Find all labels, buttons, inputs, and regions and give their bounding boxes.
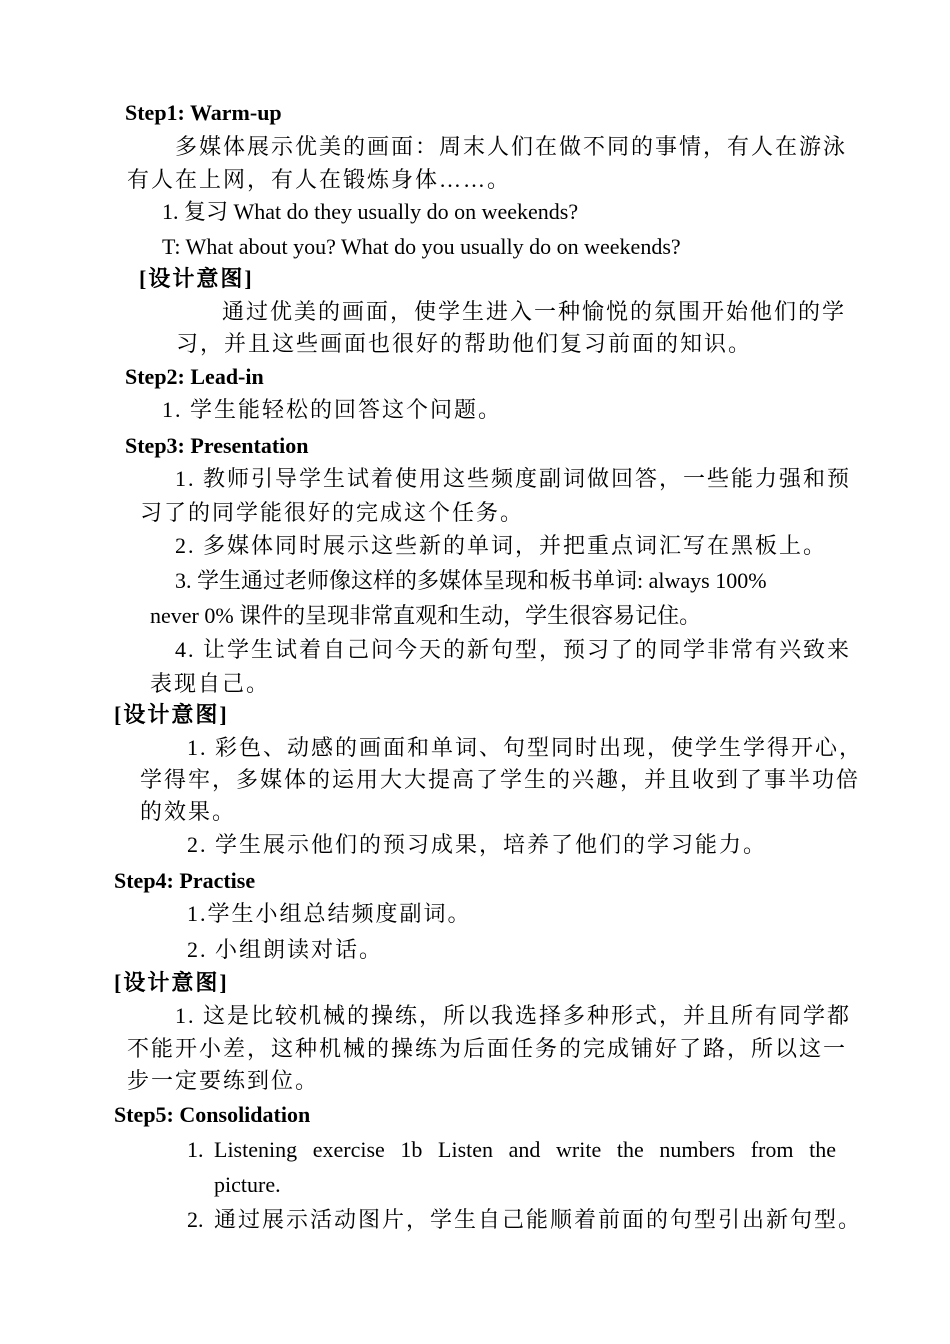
step5-item2: 通过展示活动图片，学生自己能顺着前面的句型引出新句型。 bbox=[214, 1207, 863, 1232]
step3-item4-line1: 4. 让学生试着自己问今天的新句型，预习了的同学非常有兴致来 bbox=[175, 637, 852, 662]
step3-design2: 2. 学生展示他们的预习成果，培养了他们的学习能力。 bbox=[187, 832, 768, 857]
step1-item2: T: What about you? What do you usually do on weekends? bbox=[162, 234, 681, 259]
step1-item1: 1. 复习 What do they usually do on weekends? bbox=[162, 199, 579, 224]
step5-heading: Step5: Consolidation bbox=[114, 1102, 311, 1127]
step3-heading: Step3: Presentation bbox=[125, 433, 309, 458]
step1-design-line2: 习，并且这些画面也很好的帮助他们复习前面的知识。 bbox=[176, 331, 753, 356]
step4-design-line2: 不能开小差，这种机械的操练为后面任务的完成铺好了路，所以这一 bbox=[127, 1036, 848, 1061]
step3-design-label: [设计意图] bbox=[114, 702, 229, 727]
step1-paragraph-line2: 有人在上网，有人在锻炼身体……。 bbox=[127, 167, 512, 192]
step5-item1-line1: Listening exercise 1b Listen and write the numbers from the bbox=[214, 1137, 836, 1162]
step5-item1-line2: picture. bbox=[214, 1172, 281, 1197]
step1-paragraph-line1: 多媒体展示优美的画面：周末人们在做不同的事情，有人在游泳 bbox=[175, 134, 848, 159]
step4-item1: 1.学生小组总结频度副词。 bbox=[187, 901, 472, 926]
step3-item3-line1: 3. 学生通过老师像这样的多媒体呈现和板书单词: always 100% bbox=[175, 568, 767, 593]
step5-item1-number: 1. bbox=[187, 1137, 204, 1162]
step4-design-label: [设计意图] bbox=[114, 970, 229, 995]
step3-item1-line2: 习了的同学能很好的完成这个任务。 bbox=[140, 500, 525, 525]
step2-item1: 1. 学生能轻松的回答这个问题。 bbox=[162, 397, 503, 422]
step1-design-label: [设计意图] bbox=[139, 266, 254, 291]
step3-item2: 2. 多媒体同时展示这些新的单词，并把重点词汇写在黑板上。 bbox=[175, 533, 828, 558]
step4-item2: 2. 小组朗读对话。 bbox=[187, 937, 384, 962]
step4-design-line1: 1. 这是比较机械的操练，所以我选择多种形式，并且所有同学都 bbox=[175, 1003, 852, 1028]
step4-design-line3: 步一定要练到位。 bbox=[127, 1068, 320, 1093]
step1-heading: Step1: Warm-up bbox=[125, 100, 282, 125]
step3-design1-line1: 1. 彩色、动感的画面和单词、句型同时出现，使学生学得开心， bbox=[187, 735, 864, 760]
step3-item1-line1: 1. 教师引导学生试着使用这些频度副词做回答，一些能力强和预 bbox=[175, 466, 852, 491]
step3-item4-line2: 表现自己。 bbox=[150, 671, 271, 696]
step2-heading: Step2: Lead-in bbox=[125, 364, 264, 389]
step3-design1-line2: 学得牢，多媒体的运用大大提高了学生的兴趣，并且收到了事半功倍 bbox=[140, 767, 861, 792]
step4-heading: Step4: Practise bbox=[114, 868, 256, 893]
step3-item3-line2: never 0% 课件的呈现非常直观和生动，学生很容易记住。 bbox=[150, 603, 702, 628]
step3-design1-line3: 的效果。 bbox=[140, 799, 237, 824]
step5-item2-number: 2. bbox=[187, 1207, 204, 1232]
step1-design-line1: 通过优美的画面，使学生进入一种愉悦的氛围开始他们的学 bbox=[222, 299, 847, 324]
